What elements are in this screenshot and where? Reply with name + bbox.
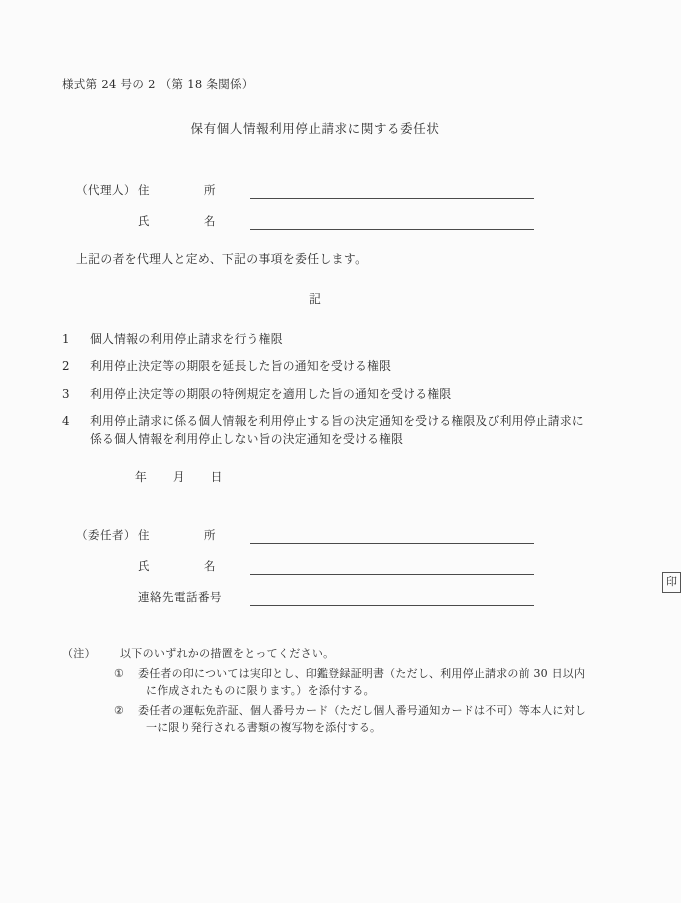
power-number: 1 [62, 332, 70, 346]
delegator-address-label-2: 所 [204, 528, 216, 542]
power-text: 利用停止決定等の期限を延長した旨の通知を受ける権限 [90, 359, 392, 374]
power-number: 4 [62, 413, 70, 428]
date-line [135, 468, 222, 485]
delegator-name-label-2: 名 [204, 559, 216, 573]
note-text-continuation: 一に限り発行される書類の複写物を添付する。 [146, 721, 382, 735]
notes-heading-row [62, 645, 612, 661]
power-text: 個人情報の利用停止請求を行う権限 [90, 332, 283, 346]
agent-name-label-1: 氏 [138, 214, 150, 228]
note-item [62, 665, 612, 699]
form-number: 様式第 24 号の 2 （第 18 条関係） [62, 77, 254, 91]
power-item [62, 412, 607, 449]
agent-address-label-2: 所 [204, 183, 216, 197]
note-marker: ② [114, 704, 125, 718]
delegator-address-label-1: 住 [138, 528, 150, 542]
power-number: 3 [62, 386, 70, 401]
note-text-continuation: に作成されたものに限ります。）を添付する。 [146, 684, 375, 698]
power-item [62, 385, 607, 403]
delegator-name-row [76, 558, 677, 588]
notes-label: （注） [62, 647, 96, 660]
document-title: 保有個人情報利用停止請求に関する委任状 [190, 121, 440, 136]
note-marker: ① [114, 667, 125, 680]
notes-section [62, 645, 612, 739]
agent-address-input-line[interactable] [250, 198, 534, 199]
note-item [62, 702, 612, 736]
seal-stamp-box[interactable]: 印 [662, 572, 681, 593]
power-number: 2 [62, 359, 70, 374]
delegator-name-input-line[interactable] [250, 574, 677, 588]
date-year-label: 年 [135, 470, 147, 484]
power-item [62, 357, 607, 375]
delegator-phone-label: 連絡先電話番号 [138, 590, 222, 604]
note-text: 委任者の運転免許証、個人番号カード（ただし個人番号通知カードは不可）等本人に対し [138, 704, 586, 718]
powers-list [62, 330, 607, 457]
power-text: 利用停止請求に係る個人情報を利用停止する旨の決定通知を受ける権限及び利用停止請求に [90, 413, 584, 428]
date-month-label: 月 [172, 470, 185, 484]
delegator-paren-label: （委任者） [76, 528, 136, 542]
agent-name-row [76, 213, 536, 233]
power-text-continuation: 係る個人情報を利用停止しない旨の決定通知を受ける権限 [90, 432, 404, 447]
lead-paragraph: 上記の者を代理人と定め、下記の事項を委任します。 [76, 252, 368, 266]
delegator-address-input-line[interactable] [250, 543, 534, 544]
notes-heading: 以下のいずれかの措置をとってください。 [120, 647, 335, 660]
note-text: 委任者の印については実印とし、印鑑登録証明書（ただし、利用停止請求の前 30 日以内 [138, 667, 586, 680]
agent-paren-label: （代理人） [76, 183, 136, 197]
delegator-address-row [76, 527, 536, 547]
agent-name-label-2: 名 [204, 214, 216, 228]
agent-address-label-1: 住 [138, 183, 150, 197]
delegator-phone-input-line[interactable] [250, 605, 534, 606]
power-item [62, 330, 607, 348]
ki-marker: 記 [309, 292, 321, 306]
delegator-phone-row [76, 589, 536, 609]
power-text: 利用停止決定等の期限の特例規定を適用した旨の通知を受ける権限 [90, 386, 452, 401]
date-day-label: 日 [210, 470, 223, 484]
delegator-name-label-1: 氏 [138, 559, 150, 573]
agent-address-row [76, 182, 536, 202]
agent-name-input-line[interactable] [250, 229, 534, 230]
